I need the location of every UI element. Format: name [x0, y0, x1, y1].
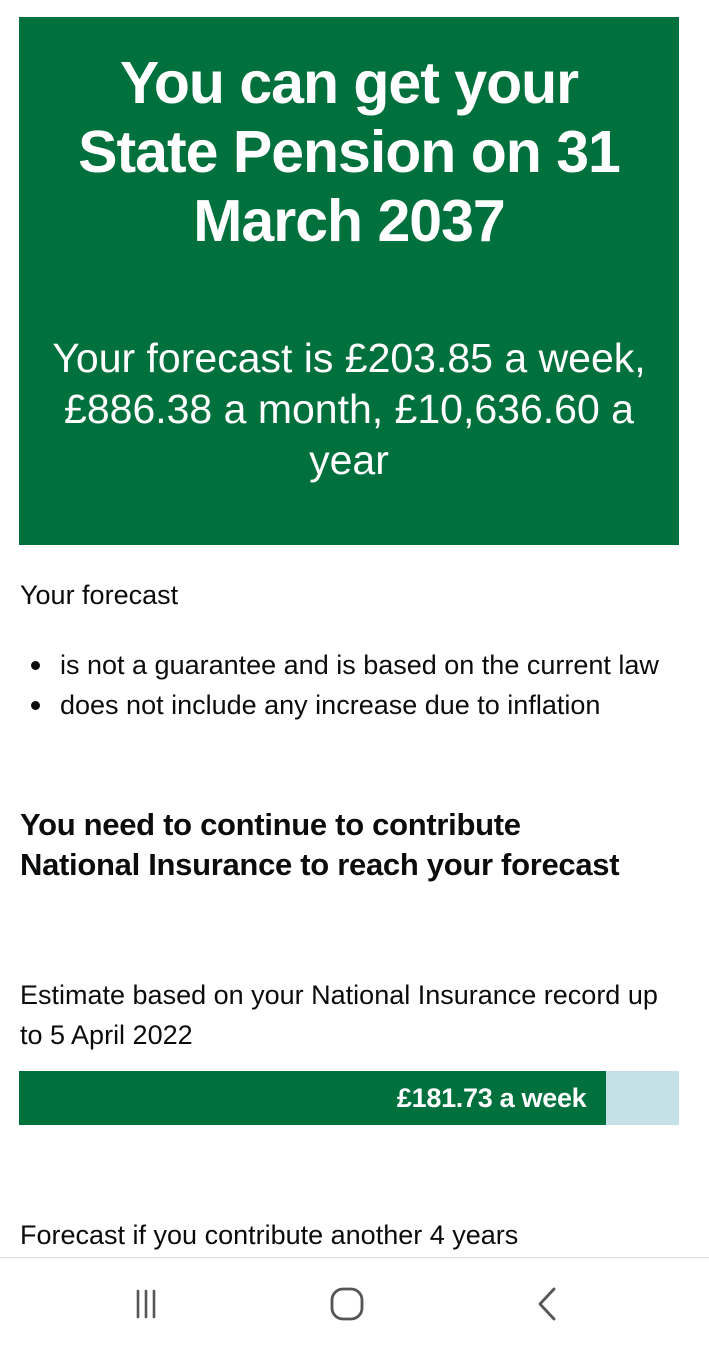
system-navigation-bar [0, 1257, 709, 1351]
home-button[interactable] [317, 1278, 377, 1330]
result-panel [19, 17, 679, 545]
back-button[interactable] [518, 1278, 578, 1330]
forecast-more-years-text: Forecast if you contribute another 4 years [20, 1220, 519, 1250]
list-item: does not include any increase due to inflation [20, 685, 690, 725]
forecast-notes-list [20, 645, 690, 725]
estimate-text: Estimate based on your National Insurance record up to 5 April 2022 [20, 980, 658, 1050]
pension-date-title: You can get your State Pension on 31 March 2037 [78, 50, 620, 254]
estimate-bar-fill: £181.73 a week [19, 1071, 606, 1125]
estimate-bar [19, 1071, 679, 1125]
forecast-summary: Your forecast is £203.85 a week, £886.38 a month, £10,636.60 a year [52, 335, 646, 483]
home-icon [329, 1286, 365, 1322]
back-icon [530, 1286, 566, 1322]
list-item: is not a guarantee and is based on the current law [20, 645, 690, 685]
forecast-intro: Your forecast [20, 580, 179, 610]
recent-apps-button[interactable] [116, 1278, 176, 1330]
contribute-heading: You need to continue to contribute National Insurance to reach your forecast [20, 807, 620, 882]
recent-apps-icon [128, 1286, 164, 1322]
